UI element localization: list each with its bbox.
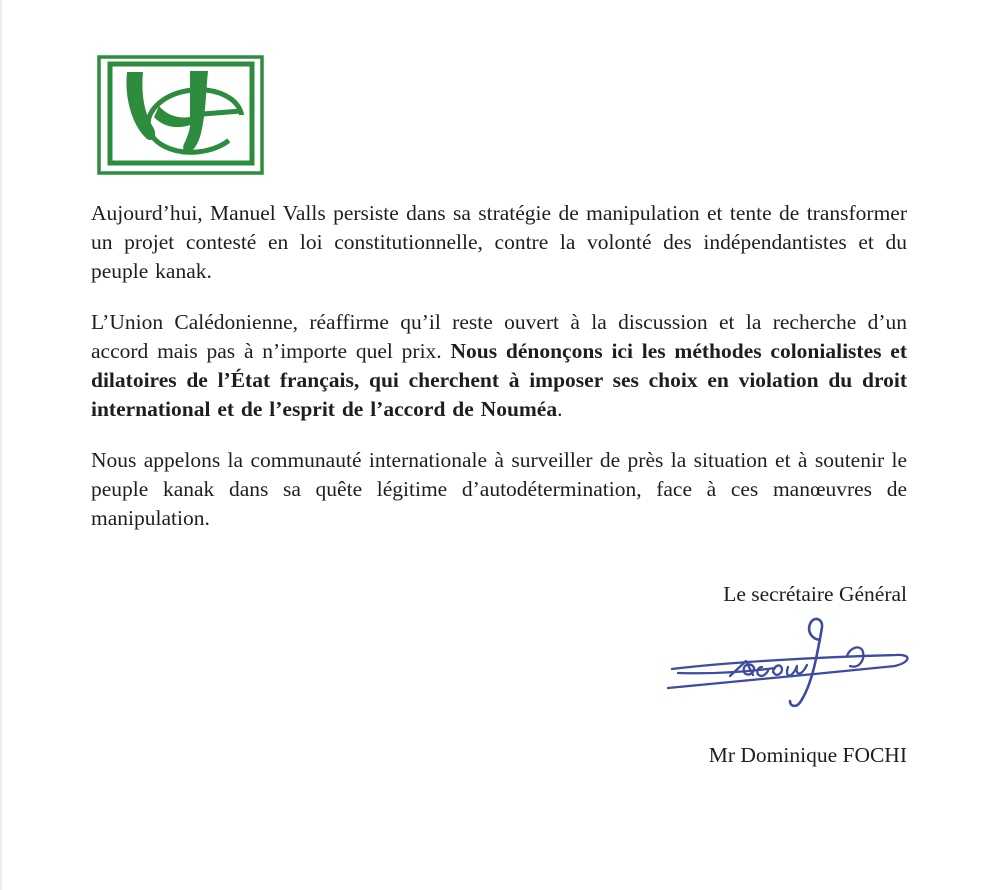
- scan-edge-artifact: [0, 0, 2, 890]
- signature-tall-stroke: [790, 619, 822, 706]
- signer-name: Mr Dominique FOCHI: [708, 743, 907, 767]
- paragraph-2: L’Union Calédonienne, réaffirme qu’il reste ouvert à la discussion et la recherche d’un accord mais pas à n’importe quel prix. Nous dénonçons ici les méthodes colonialistes et dilatoires de l’État français, qui cherchent à imposer ses choix en violation du droit international et de l’esprit de l’accord de Nouméa.: [91, 310, 907, 421]
- paragraph-3: Nous appelons la communauté internationale à surveiller de près la situation et à soutenir le peuple kanak dans sa quête légitime d’autodétermination, face à ces manœuvres de manipulation.: [91, 448, 907, 530]
- paragraph-1: Aujourd’hui, Manuel Valls persiste dans sa stratégie de manipulation et tente de transformer un projet contesté en loi constitutionnelle, contre la volonté des indépendantistes et du peuple kanak.: [91, 201, 907, 283]
- uc-logo: [94, 52, 270, 180]
- signature-image: [650, 615, 930, 725]
- signature-letter-h: [773, 665, 782, 674]
- signature-understroke: [678, 668, 775, 673]
- signer-role: Le secrétaire Général: [723, 582, 907, 606]
- letter-body: [91, 199, 907, 555]
